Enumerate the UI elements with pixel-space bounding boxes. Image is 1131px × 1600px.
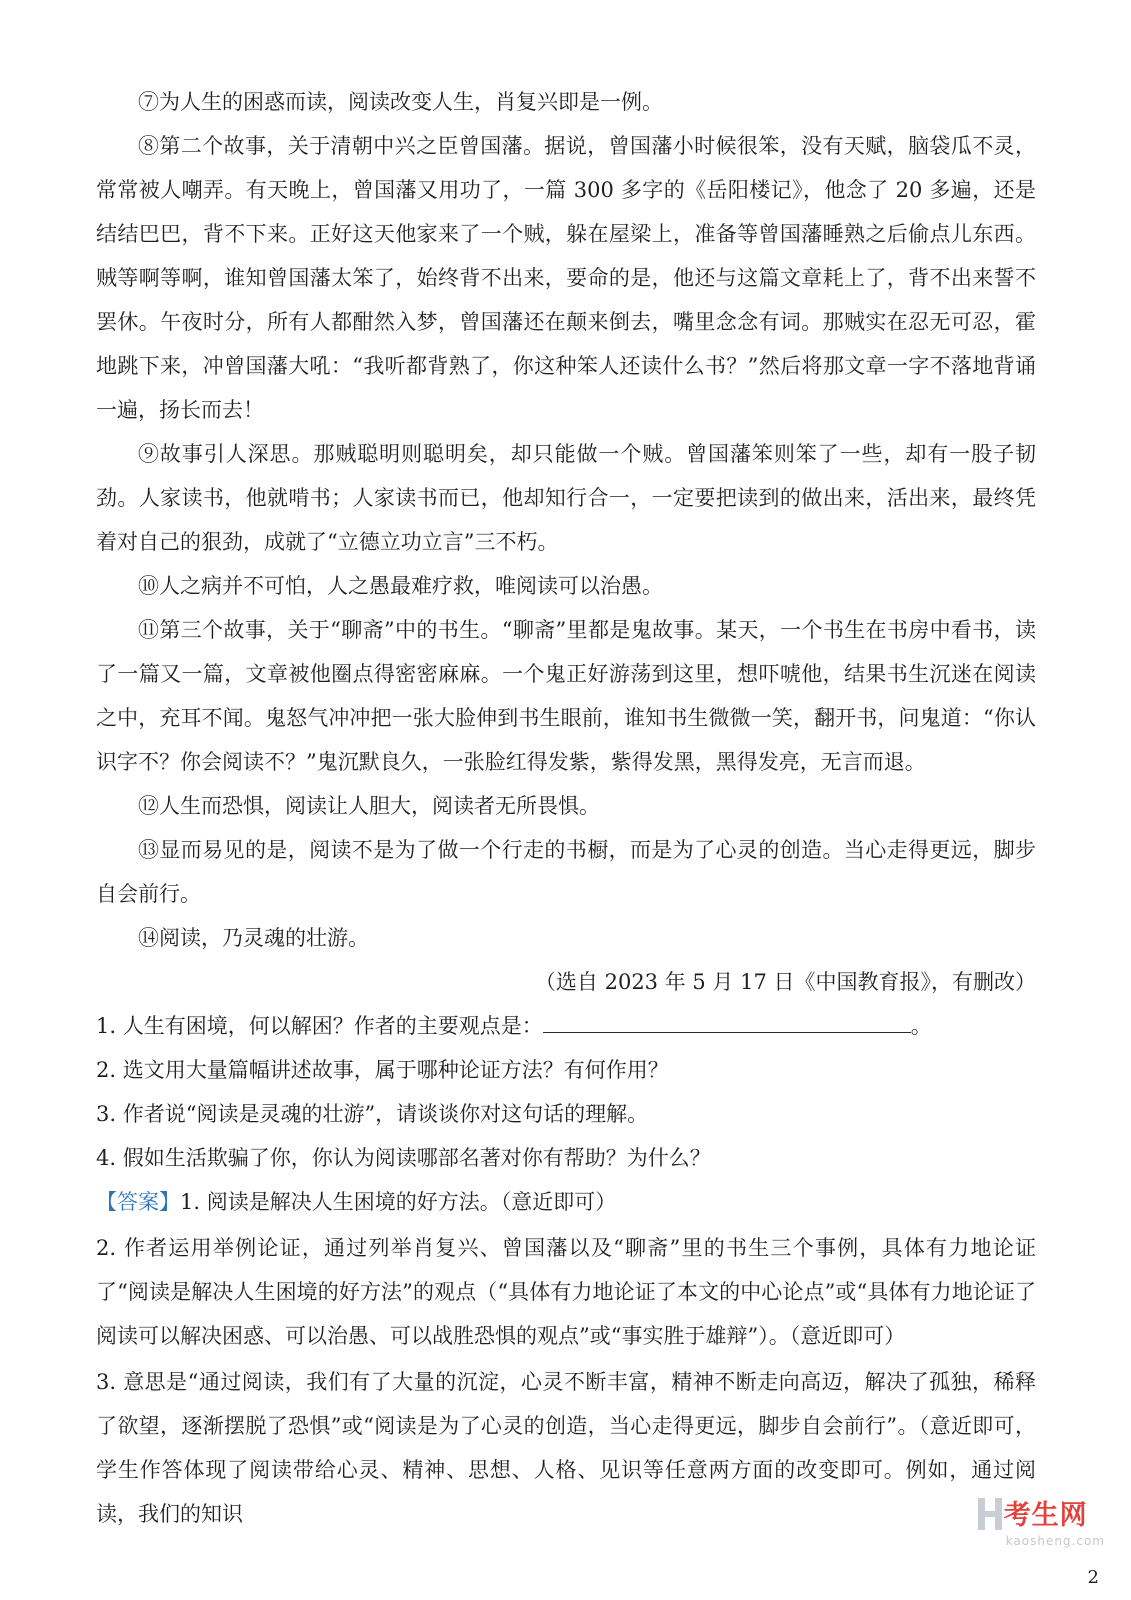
passage-paragraph-10: ⑩人之病并不可怕，人之愚最难疗救，唯阅读可以治愚。 <box>138 574 663 598</box>
question-1-suffix: 。 <box>910 1014 932 1038</box>
passage-source: （选自 2023 年 5 月 17 日《中国教育报》，有删改） <box>534 970 1036 994</box>
question-2: 2. 选文用大量篇幅讲述故事，属于哪种论证方法？有何作用？ <box>96 1058 669 1082</box>
watermark-domain-text: kaosheng.com <box>1005 1533 1105 1548</box>
passage-paragraph-11: ⑪第三个故事，关于“聊斋”中的书生。“聊斋”里都是鬼故事。某天，一个书生在书房中看书，读了一篇又一篇，文章被他圈点得密密麻麻。一个鬼正好游荡到这里，想吓唬他，结果书生沉迷在阅读之中，充耳不闻。鬼怒气冲冲把一张大脸伸到书生眼前，谁知书生微微一笑，翻开书，问鬼道：“你认识字不？你会阅读不？”鬼沉默良久，一张脸红得发紫，紫得发黑，黑得发亮，无言而退。 <box>96 618 1036 774</box>
answer-item-1-text: 1. 阅读是解决人生困境的好方法。（意近即可） <box>180 1190 617 1214</box>
kaosheng-logo-icon <box>978 1498 1002 1534</box>
watermark-row <box>978 1498 1088 1534</box>
passage-paragraph-13: ⑬显而易见的是，阅读不是为了做一个行走的书橱，而是为了心灵的创造。当心走得更远，脚步自会前行。 <box>96 838 1036 906</box>
passage-paragraph-14: ⑭阅读，乃灵魂的壮游。 <box>138 926 369 950</box>
question-1-text: 1. 人生有困境，何以解困？作者的主要观点是： <box>96 1014 543 1038</box>
kaosheng-watermark <box>978 1498 1105 1548</box>
page-number: 2 <box>1087 1567 1099 1588</box>
question-1-answer-blank <box>543 1014 911 1033</box>
passage-paragraph-7: ⑦为人生的困惑而读，阅读改变人生，肖复兴即是一例。 <box>138 90 663 114</box>
answer-label: 【答案】 <box>96 1190 180 1214</box>
answer-item-1 <box>96 1180 1036 1224</box>
passage-paragraph-9: ⑨故事引人深思。那贼聪明则聪明矣，却只能做一个贼。曾国藩笨则笨了一些，却有一股子韧劲。人家读书，他就啃书；人家读书而已，他却知行合一，一定要把读到的做出来，活出来，最终凭着对自己的狠劲，成就了“立德立功立言”三不朽。 <box>96 442 1036 554</box>
question-1 <box>96 1004 1036 1048</box>
passage-paragraph-12: ⑫人生而恐惧，阅读让人胆大，阅读者无所畏惧。 <box>138 794 600 818</box>
answer-item-3: 3. 意思是“通过阅读，我们有了大量的沉淀，心灵不断丰富，精神不断走向高迈，解决了孤独，稀释了欲望，逐渐摆脱了恐惧”或“阅读是为了心灵的创造，当心走得更远，脚步自会前行”。（意近即可，学生作答体现了阅读带给心灵、精神、思想、人格、见识等任意两方面的改变即可。例如，通过阅读，我们的知识 <box>96 1370 1036 1526</box>
page-content <box>96 80 1036 1536</box>
question-3: 3. 作者说“阅读是灵魂的壮游”，请谈谈你对这句话的理解。 <box>96 1102 649 1126</box>
question-4: 4. 假如生活欺骗了你，你认为阅读哪部名著对你有帮助？为什么？ <box>96 1146 711 1170</box>
passage-paragraph-8: ⑧第二个故事，关于清朝中兴之臣曾国藩。据说，曾国藩小时候很笨，没有天赋，脑袋瓜不灵，常常被人嘲弄。有天晚上，曾国藩又用功了，一篇 300 多字的《岳阳楼记》，他念了 20 多遍，还是结结巴巴，背不下来。正好这天他家来了一个贼，躲在屋梁上，准备等曾国藩睡熟之后偷点儿东西。贼等啊等啊，谁知曾国藩太笨了，始终背不出来，要命的是，他还与这篇文章耗上了，背不出来誓不罢休。午夜时分，所有人都酣然入梦，曾国藩还在颠来倒去，嘴里念念有词。那贼实在忍无可忍，霍地跳下来，冲曾国藩大吼：“我听都背熟了，你这种笨人还读什么书？”然后将那文章一字不落地背诵一遍，扬长而去！ <box>96 134 1036 422</box>
watermark-brand-text: 考生网 <box>1003 1500 1088 1532</box>
answer-item-2: 2. 作者运用举例论证，通过列举肖复兴、曾国藩以及“聊斋”里的书生三个事例，具体有力地论证了“阅读是解决人生困境的好方法”的观点（“具体有力地论证了本文的中心论点”或“具体有力地论证了阅读可以解决困惑、可以治愚、可以战胜恐惧的观点”或“事实胜于雄辩”）。（意近即可） <box>96 1236 1036 1348</box>
